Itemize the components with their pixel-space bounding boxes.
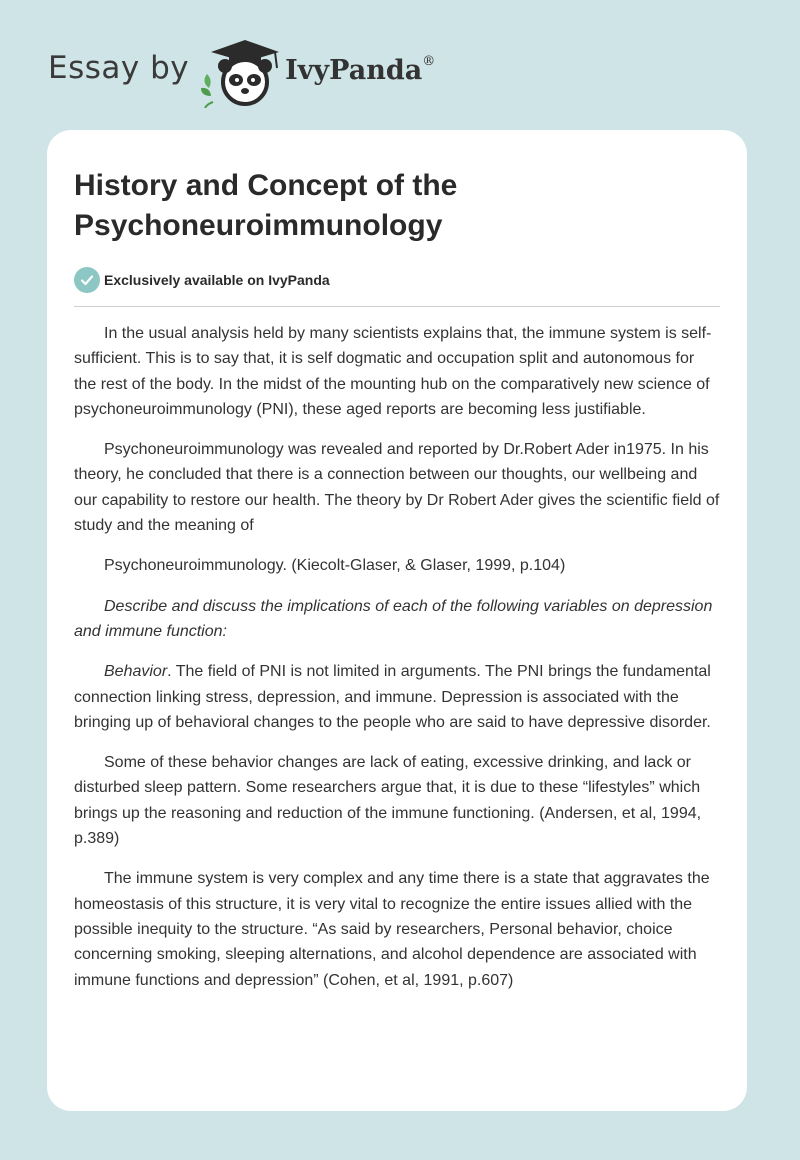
essay-title: History and Concept of the Psychoneuroimmunology [74,169,458,242]
behavior-label: Behavior [104,663,168,681]
checkmark-icon [74,267,100,293]
brand-name[interactable] [285,54,435,86]
paragraph: Some of these behavior changes are lack of eating, excessive drinking, and lack or disturbed sleep pattern. Some researchers argue that, it is due to these “lifestyles” which brings up the reasoning and reduction of the immune functioning. (Andersen, et al, 1994, p.389) [74,754,702,848]
exclusive-badge [74,266,720,294]
question-text: Describe and discuss the implications of each of the following variables on depression and immune function: [74,597,713,640]
essay-by-label: Essay by [48,50,190,86]
paragraph-question [74,594,720,645]
paragraph: In the usual analysis held by many scientists explains that, the immune system is self-sufficient. This is to say that, it is self dogmatic and occupation split and autonomous for the rest of the body. In the midst of the mounting hub on the comparatively new science of psychoneuroimmunology (PNI), these aged reports are becoming less justifiable. [74,325,712,418]
essay-body [74,321,720,993]
paragraph-behavior [74,659,720,735]
paragraph: Psychoneuroimmunology. (Kiecolt-Glaser, & Glaser, 1999, p.104) [104,557,566,575]
behavior-text: . The field of PNI is not limited in arguments. The PNI brings the fundamental connection linking stress, depression, and immune. Depression is associated with the bringing up of behavioral changes to the people who are said to have depressive disorder. [74,663,711,731]
paragraph: The immune system is very complex and any time there is a state that aggravates the homeostasis of this structure, it is very vital to recognize the entire issues allied with the possible inequity to the structure. “As said by researchers, Personal behavior, choice concerning smoking, sleeping alternations, and alcohol dependence are associated with immune functions and depression” (Cohen, et al, 1991, p.607) [74,870,710,989]
registered-mark: ® [422,54,436,69]
divider [74,306,720,307]
panda-logo-icon[interactable] [199,36,289,108]
brand-text: IvyPanda [285,55,423,86]
paragraph: Psychoneuroimmunology was revealed and reported by Dr.Robert Ader in1975. In his theory, he concluded that there is a connection between our thoughts, our wellbeing and our capability to restore our health. The theory by Dr Robert Ader gives the scientific field of study and the meaning of [74,441,720,535]
site-header [48,36,435,108]
essay-card [47,130,747,1111]
exclusive-label: Exclusively available on IvyPanda [104,272,330,288]
